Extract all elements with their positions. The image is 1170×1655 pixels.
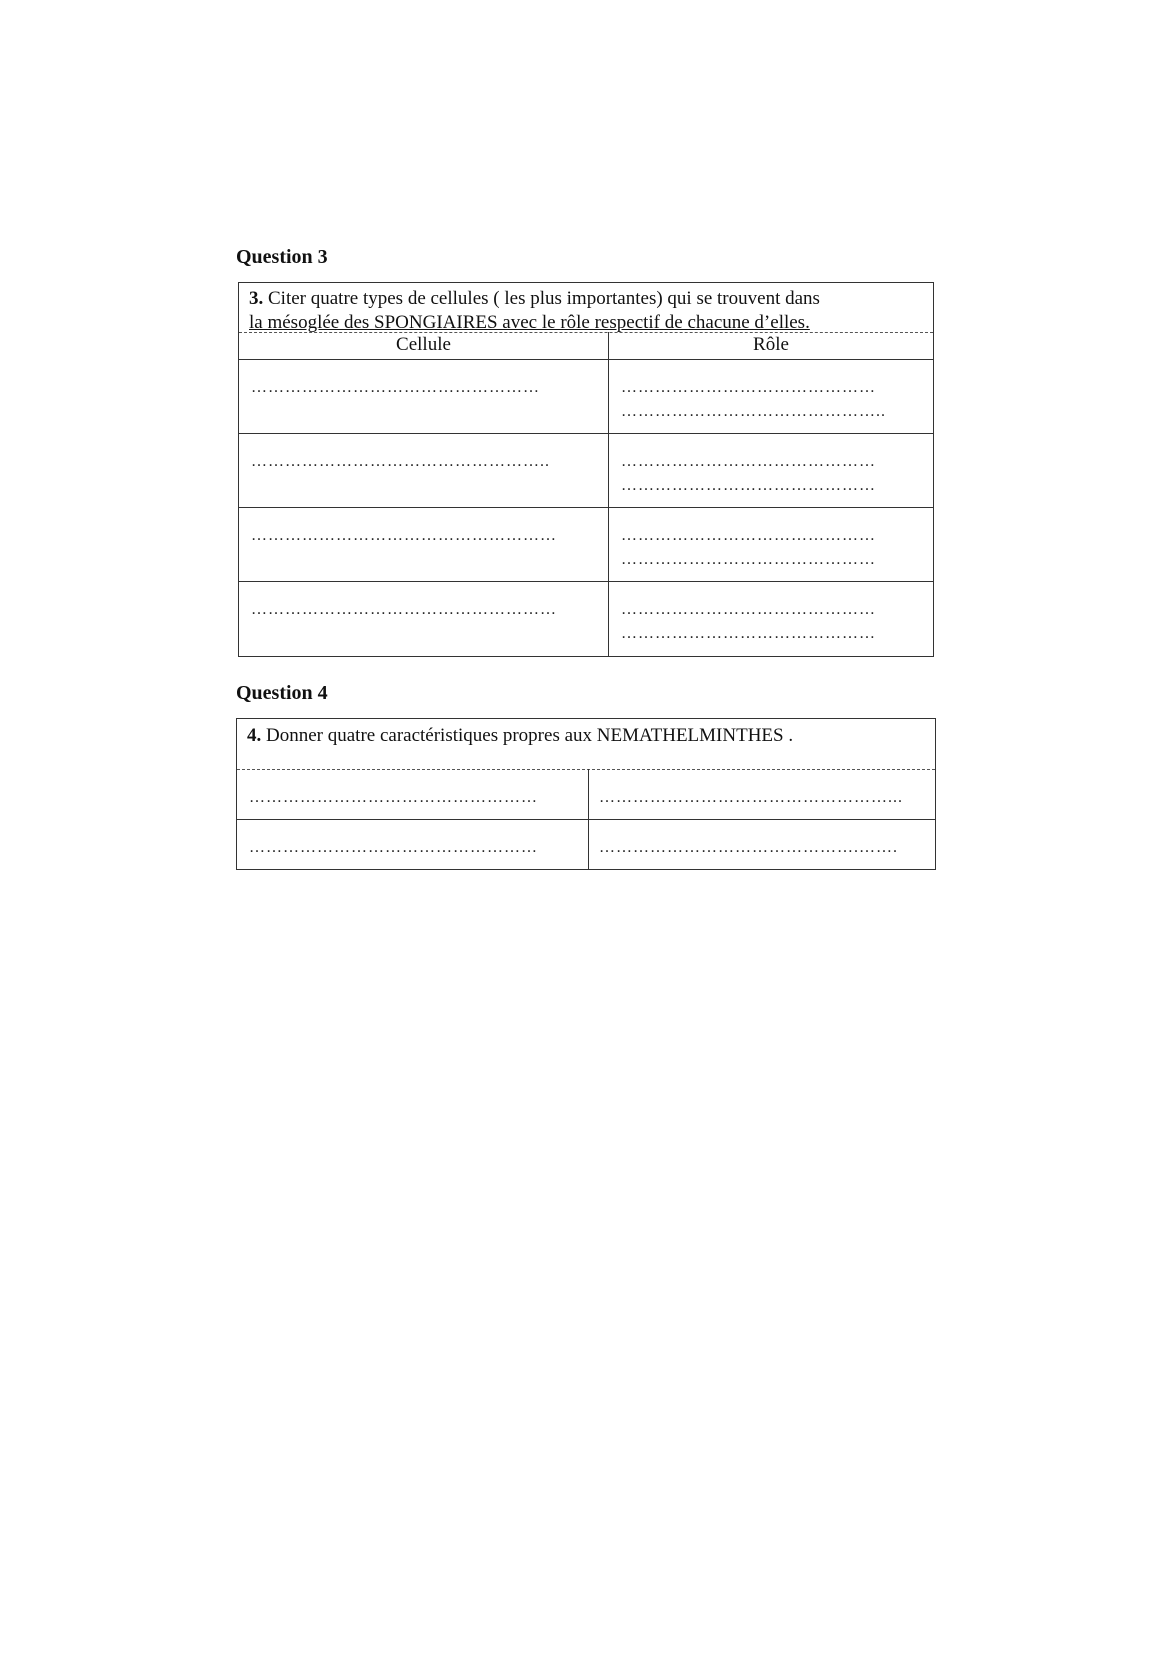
characteristic-answer-line[interactable]: …………………………………………… xyxy=(249,789,538,806)
question-4-number: 4. xyxy=(247,725,262,746)
characteristic-answer-line[interactable]: ……………………………………………... xyxy=(599,789,903,806)
row-divider xyxy=(239,433,933,434)
row-divider xyxy=(239,581,933,582)
question-4-text: Donner quatre caractéristiques propres aux NEMATHELMINTHES . xyxy=(261,725,794,746)
role-answer-line[interactable]: ……………………………………… xyxy=(621,453,876,470)
question-3-column-divider xyxy=(608,332,609,656)
role-answer-line[interactable]: ……………………………………… xyxy=(621,625,876,642)
question-4-heading: Question 4 xyxy=(236,682,328,704)
question-3-header-bottom xyxy=(239,359,933,360)
cell-answer-line[interactable]: ……………………………………………… xyxy=(251,601,557,618)
question-3-dashed-divider xyxy=(239,332,933,333)
role-answer-line[interactable]: ……………………………………… xyxy=(621,601,876,618)
column-header-role: Rôle xyxy=(753,334,789,355)
role-answer-line[interactable]: ……………………………………… xyxy=(621,379,876,396)
role-answer-line[interactable]: ……………………………………… xyxy=(621,551,876,568)
question-3-number: 3. xyxy=(249,288,264,309)
row-divider xyxy=(239,507,933,508)
question-4-dashed-divider xyxy=(237,769,935,770)
question-3-line-1: Citer quatre types de cellules ( les plus importantes) qui se trouvent dans xyxy=(263,288,820,309)
question-3-line-2: la mésoglée des SPONGIAIRES avec le rôle respectif de chacune d’elles. xyxy=(249,312,810,333)
role-answer-line[interactable]: ……………………………………… xyxy=(621,477,876,494)
characteristic-answer-line[interactable]: …………………………………………… xyxy=(249,839,538,856)
question-4-instruction xyxy=(237,719,935,748)
column-header-cellule: Cellule xyxy=(396,334,451,355)
cell-answer-line[interactable]: ……………………………………………… xyxy=(251,527,557,544)
question-3-heading: Question 3 xyxy=(236,246,328,268)
question-3-table xyxy=(238,282,934,657)
cell-answer-line[interactable]: …………………………………………… xyxy=(251,379,540,396)
role-answer-line[interactable]: ……………………………………….. xyxy=(621,403,886,420)
cell-answer-line[interactable]: …………………………………………….. xyxy=(251,453,550,470)
question-3-instruction xyxy=(239,283,933,335)
role-answer-line[interactable]: ……………………………………… xyxy=(621,527,876,544)
characteristic-answer-line[interactable]: ……………………………………….……. xyxy=(599,839,898,856)
question-4-table xyxy=(236,718,936,870)
row-divider xyxy=(237,819,935,820)
